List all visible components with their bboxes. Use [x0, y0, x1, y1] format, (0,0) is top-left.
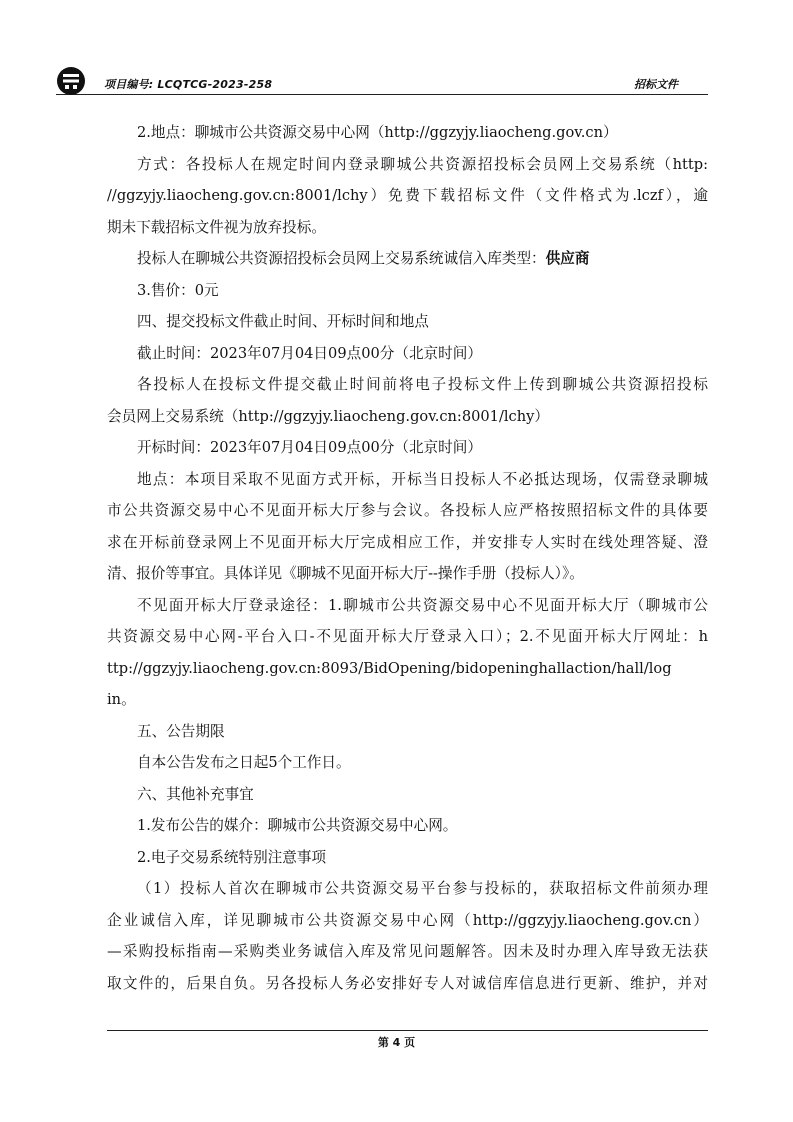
body-line: 期未下载招标文件视为放弃投标。 — [107, 218, 326, 236]
project-number: 项目编号: LCQTCG-2023-258 — [104, 78, 273, 91]
document-type: 招标文件 — [634, 78, 678, 91]
body-line: —采购投标指南—采购类业务诚信入库及常见问题解答。因未及时办理入库导致无法获 — [107, 943, 708, 960]
body-line: 企业诚信入库，详见聊城市公共资源交易中心网（http://ggzyjy.liaocheng.gov.cn） — [107, 911, 708, 929]
body-line: 截止时间：2023年07月04日09点00分（北京时间） — [137, 344, 482, 362]
body-line: //ggzyjy.liaocheng.gov.cn:8001/lchy）免费下载招标文件（文件格式为.lczf），逾 — [107, 187, 708, 204]
body-line: 自本公告发布之日起5个工作日。 — [137, 754, 351, 771]
section-heading: 五、公告期限 — [137, 722, 225, 740]
body-line: 方式：各投标人在规定时间内登录聊城公共资源招投标会员网上交易系统（http: — [137, 155, 708, 173]
body-line: （1）投标人首次在聊城市公共资源交易平台参与投标的，获取招标文件前须办理 — [137, 880, 708, 897]
body-text: 投标人在聊城公共资源招投标会员网上交易系统诚信入库类型： — [137, 250, 546, 267]
body-line: 各投标人在投标文件提交截止时间前将电子投标文件上传到聊城公共资源招投标 — [137, 376, 708, 393]
page-number: 第 4 页 — [377, 1036, 416, 1049]
footer-divider — [107, 1030, 708, 1031]
body-line: 市公共资源交易中心不见面开标大厅参与会议。各投标人应严格按照招标文件的具体要 — [107, 502, 708, 519]
body-line: 2.电子交易系统特别注意事项 — [137, 848, 327, 866]
body-line: 3.售价：0元 — [137, 281, 219, 299]
body-line: 2.地点：聊城市公共资源交易中心网（http://ggzyjy.liaocheng.gov.cn） — [137, 124, 618, 141]
company-logo-icon — [56, 66, 86, 96]
body-line: 清、报价等事宜。具体详见《聊城不见面开标大厅--操作手册（投标人）》。 — [107, 565, 584, 582]
supplier-type-value: 供应商 — [545, 250, 590, 267]
body-line: in。 — [107, 691, 136, 708]
body-line: 1.发布公告的媒介：聊城市公共资源交易中心网。 — [137, 817, 458, 834]
body-line: 取文件的，后果自负。另各投标人务必安排好专人对诚信库信息进行更新、维护，并对 — [107, 974, 708, 992]
page-header — [56, 64, 708, 95]
body-line: 求在开标前登录网上不见面开标大厅完成相应工作，并安排专人实时在线处理答疑、澄 — [107, 533, 708, 551]
body-line: ttp://ggzyjy.liaocheng.gov.cn:8093/BidOpening/bidopeninghallaction/hall/log — [107, 659, 672, 677]
body-line — [107, 243, 708, 275]
body-line: 地点：本项目采取不见面方式开标，开标当日投标人不必抵达现场，仅需登录聊城 — [137, 470, 708, 488]
document-body — [107, 117, 708, 999]
body-line: 不见面开标大厅登录途径：1.聊城市公共资源交易中心不见面开标大厅（聊城市公 — [137, 596, 708, 614]
body-line: 开标时间：2023年07月04日09点00分（北京时间） — [137, 439, 482, 456]
body-line: 会员网上交易系统（http://ggzyjy.liaocheng.gov.cn:8001/lchy） — [107, 407, 549, 425]
section-heading: 六、其他补充事宜 — [137, 785, 254, 803]
body-line: 共资源交易中心网-平台入口-不见面开标大厅登录入口）；2.不见面开标大厅网址：h — [107, 628, 708, 645]
section-heading: 四、提交投标文件截止时间、开标时间和地点 — [137, 313, 429, 330]
